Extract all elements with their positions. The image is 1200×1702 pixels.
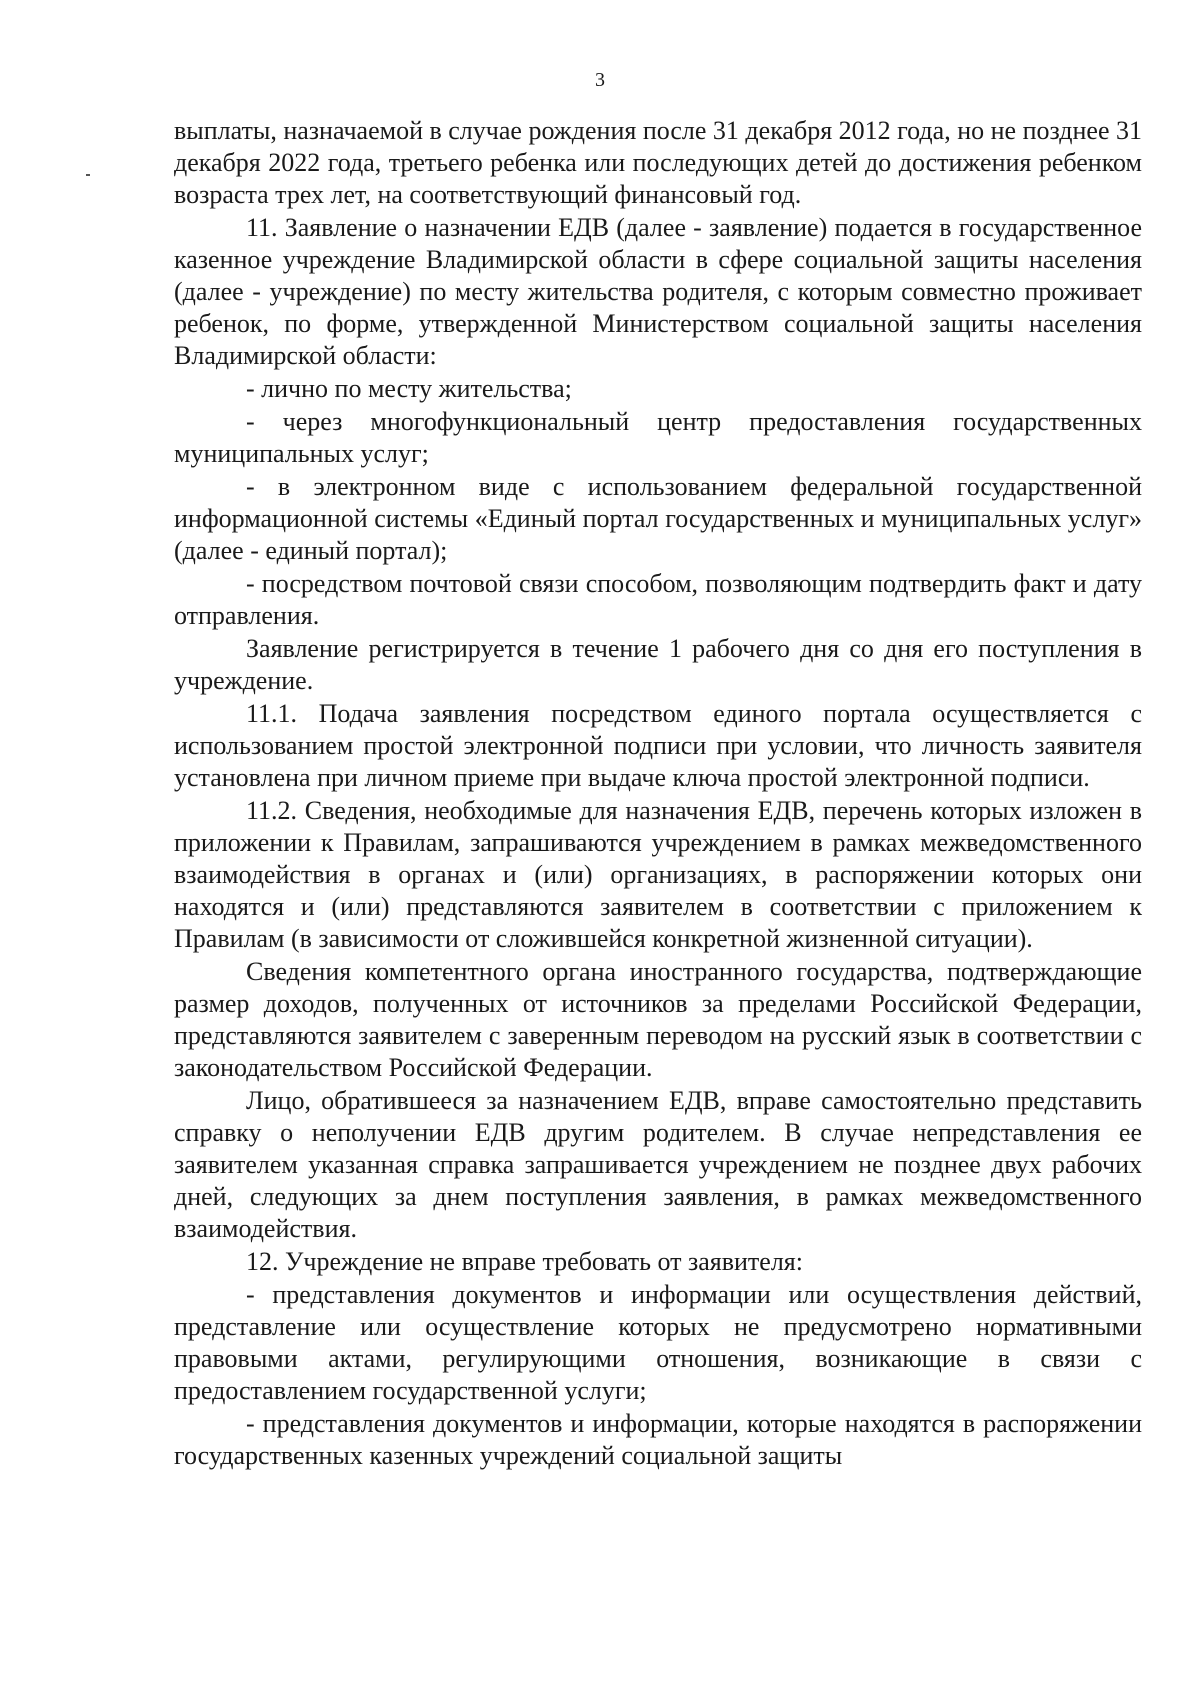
list-item-documents-in-possession: - представления документов и информации, которые находятся в распоряжении государственных казенных учреждений социальной защиты (174, 1409, 1142, 1470)
paragraph-12: 12. Учреждение не вправе требовать от заявителя: (246, 1247, 803, 1276)
list-item-mfc: - через многофункциональный центр предоставления государственных муниципальных услуг; (174, 407, 1142, 468)
paragraph-continuation: выплаты, назначаемой в случае рождения после 31 декабря 2012 года, но не позднее 31 декабря 2022 года, третьего ребенка или последующих детей до достижения ребенком возраста трех лет, на соответствующий финансовый год. (174, 116, 1143, 209)
paragraph-certificate: Лицо, обратившееся за назначением ЕДВ, вправе самостоятельно представить справку о неполучении ЕДВ другим родителем. В случае непредставления ее заявителем указанная справка запрашивается учреждением не позднее двух рабочих дней, следующих за днем поступления заявления, в рамках межведомственного взаимодействия. (174, 1086, 1142, 1243)
paragraph-11-1: 11.1. Подача заявления посредством единого портала осуществляется с использованием простой электронной подписи при условии, что личность заявителя установлена при личном приеме при выдаче ключа простой электронной подписи. (174, 699, 1142, 792)
list-item-postal: - посредством почтовой связи способом, позволяющим подтвердить факт и дату отправления. (174, 569, 1142, 630)
list-item-electronic: - в электронном виде с использованием федеральной государственной информационной системы «Единый портал государственных и муниципальных услуг» (далее - единый портал); (174, 472, 1142, 565)
page-number: 3 (595, 69, 605, 91)
document-body (174, 115, 1142, 1473)
paragraph-registration: Заявление регистрируется в течение 1 рабочего дня со дня его поступления в учреждение. (174, 634, 1142, 695)
list-item-in-person: - лично по месту жительства; (246, 374, 572, 403)
scan-artifact (86, 174, 90, 176)
paragraph-11-2: 11.2. Сведения, необходимые для назначения ЕДВ, перечень которых изложен в приложении к Правилам, запрашиваются учреждением в рамках межведомственного взаимодействия в органах и (или) организациях, в распоряжении которых они находятся и (или) представляются заявителем в соответствии с приложением к Правилам (в зависимости от сложившейся конкретной жизненной ситуации). (174, 796, 1142, 953)
paragraph-foreign-income: Сведения компетентного органа иностранного государства, подтверждающие размер доходов, полученных от источников за пределами Российской Федерации, представляются заявителем с заверенным переводом на русский язык в соответствии с законодательством Российской Федерации. (174, 957, 1142, 1082)
paragraph-11: 11. Заявление о назначении ЕДВ (далее - заявление) подается в государственное казенное учреждение Владимирской области в сфере социальной защиты населения (далее - учреждение) по месту жительства родителя, с которым совместно проживает ребенок, по форме, утвержденной Министерством социальной защиты населения Владимирской области: (174, 213, 1142, 370)
list-item-documents-not-required: - представления документов и информации или осуществления действий, представление или осуществление которых не предусмотрено нормативными правовыми актами, регулирующими отношения, возникающие в связи с предоставлением государственной услуги; (174, 1280, 1142, 1405)
